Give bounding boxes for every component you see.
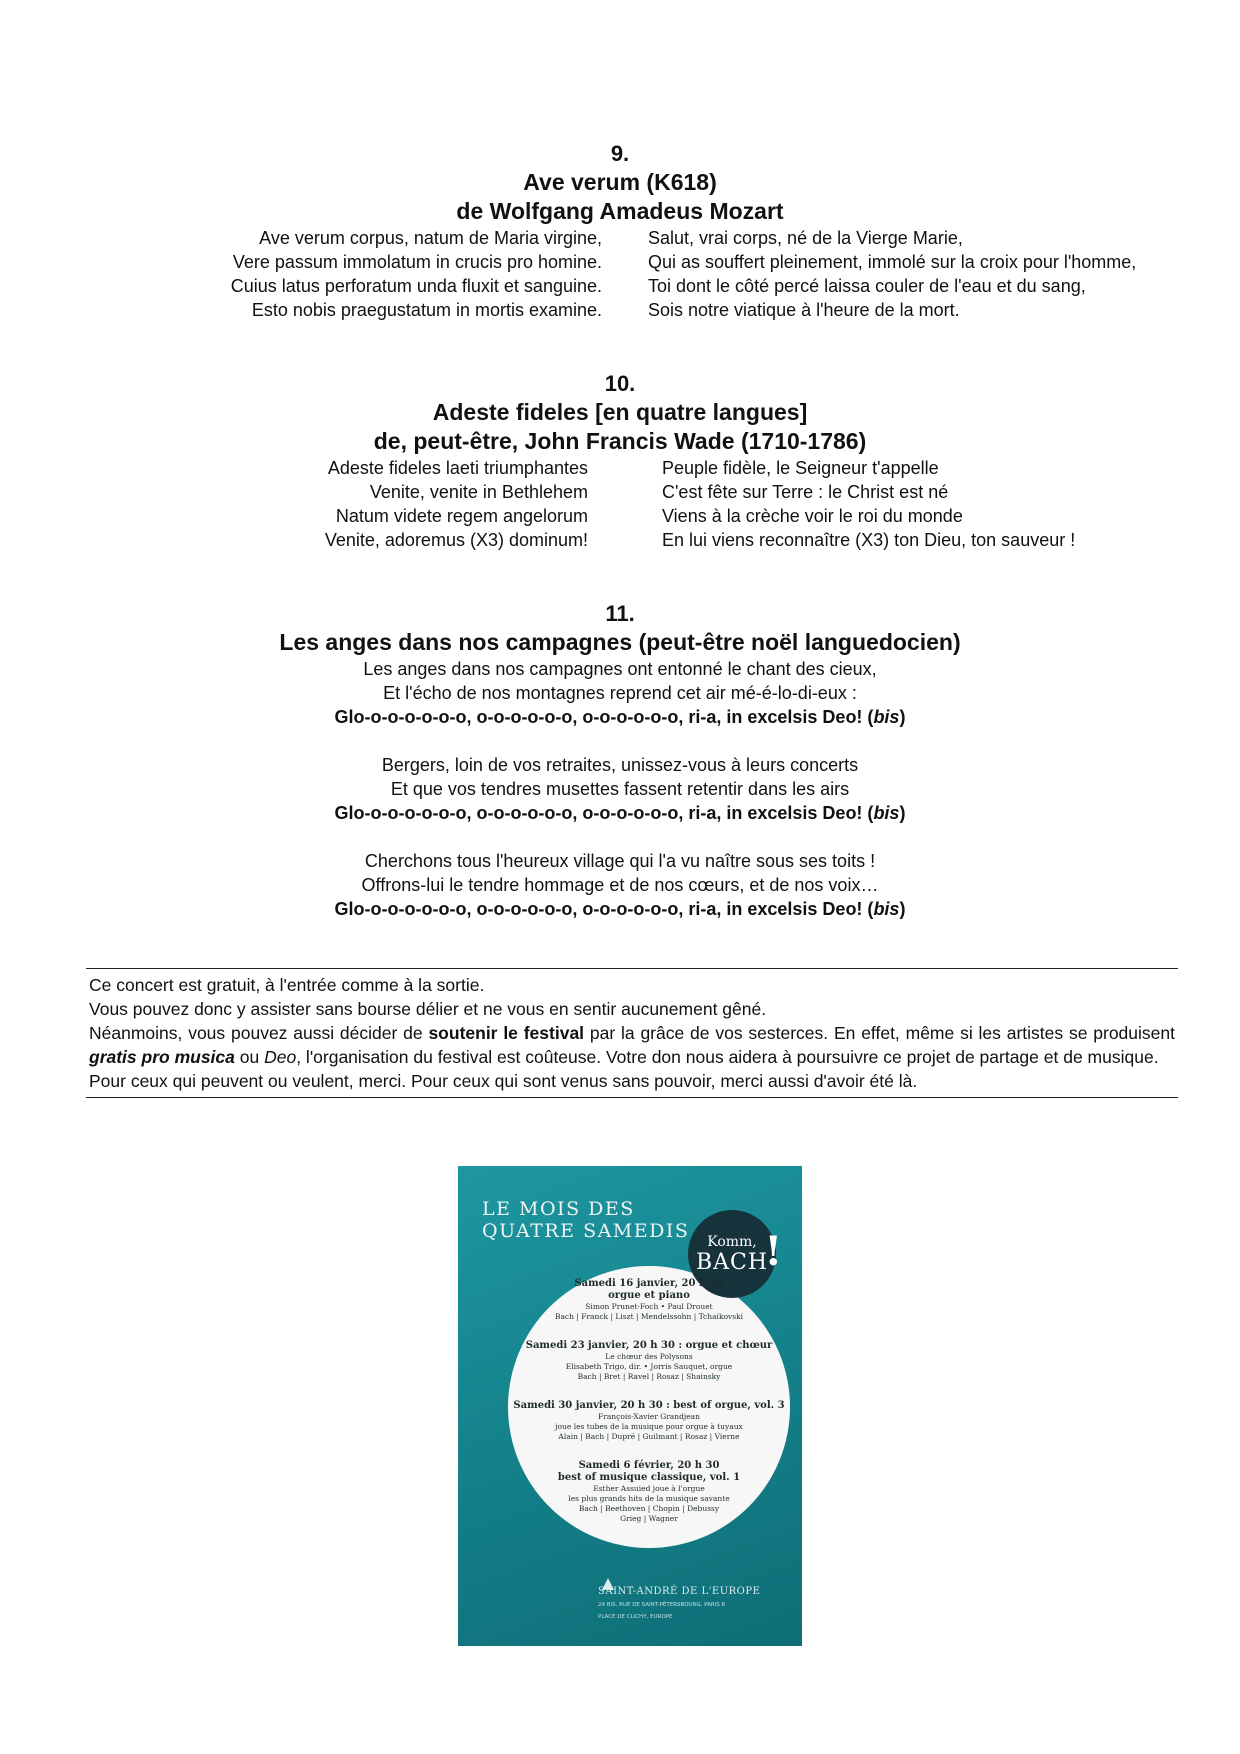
- refrain-end: ): [899, 803, 906, 823]
- refrain-text: Glo-o-o-o-o-o-o, o-o-o-o-o-o, o-o-o-o-o-o, ri-a, in excelsis Deo! (: [334, 707, 874, 727]
- event-line: Alain | Bach | Dupré | Guilmant | Rosaz | Vierne: [558, 1432, 740, 1441]
- lyric-line: Toi dont le côté percé laissa couler de l'eau et du sang,: [648, 276, 1086, 296]
- poster-title-line: LE MOIS DES: [482, 1198, 635, 1220]
- stanza: [0, 753, 1240, 825]
- notice-paragraph: [89, 1021, 1175, 1069]
- refrain-text: Glo-o-o-o-o-o-o, o-o-o-o-o-o, o-o-o-o-o-o, ri-a, in excelsis Deo! (: [334, 899, 874, 919]
- refrain-end: ): [899, 899, 906, 919]
- section-title: Ave verum (K618): [523, 169, 717, 195]
- refrain-text: Glo-o-o-o-o-o-o, o-o-o-o-o-o, o-o-o-o-o-o, ri-a, in excelsis Deo! (: [334, 803, 874, 823]
- lyric-line: En lui viens reconnaître (X3) ton Dieu, ton sauveur !: [662, 530, 1076, 550]
- section-number: 11.: [605, 601, 635, 626]
- event-line: Elisabeth Trigo, dir. • Jorris Sauquet, orgue: [565, 1362, 733, 1371]
- poster-event: [508, 1340, 790, 1382]
- latin-lyrics: [231, 226, 602, 322]
- lyric-line: Venite, venite in Bethlehem: [369, 482, 588, 502]
- event-title: Samedi 23 janvier, 20 h 30 : orgue et chœur: [525, 1340, 773, 1351]
- lyric-line: Qui as souffert pleinement, immolé sur la croix pour l'homme,: [648, 252, 1137, 272]
- badge-exclamation: !: [764, 1228, 782, 1275]
- stanza: [0, 849, 1240, 921]
- poster-title: [482, 1198, 689, 1242]
- event-line: Simon Prunet-Foch • Paul Drouet: [585, 1302, 713, 1311]
- section-adeste-fideles: [0, 370, 1240, 550]
- refrain-bis: bis: [873, 899, 900, 919]
- section-title: Les anges dans nos campagnes (peut-être noël languedocien): [279, 629, 961, 655]
- event-line: Bach | Franck | Liszt | Mendelssohn | Tchaikovski: [554, 1312, 744, 1321]
- section-subtitle: de, peut-être, John Francis Wade (1710-1786): [373, 428, 867, 454]
- section-number: 9.: [610, 141, 630, 166]
- event-line: Bach | Bret | Ravel | Rosaz | Shainsky: [577, 1372, 721, 1381]
- refrain-line: [0, 801, 1240, 825]
- refrain-line: [0, 897, 1240, 921]
- lyric-line: Viens à la crèche voir le roi du monde: [662, 506, 963, 526]
- church-address: PLACE DE CLICHY, EUROPE: [598, 1614, 673, 1620]
- notice-bold: soutenir le festival: [428, 1023, 585, 1043]
- lyric-line: Bergers, loin de vos retraites, unissez-vous à leurs concerts: [381, 755, 859, 775]
- event-title: Samedi 6 février, 20 h 30: [578, 1460, 720, 1471]
- section-subtitle: de Wolfgang Amadeus Mozart: [456, 198, 784, 224]
- french-lyrics: [662, 456, 1075, 552]
- church-name: SAINT-ANDRÉ DE L'EUROPE: [598, 1586, 761, 1597]
- notice-text: Néanmoins, vous pouvez aussi décider de: [89, 1023, 429, 1043]
- lyric-line: Cherchons tous l'heureux village qui l'a vu naître sous ses toits !: [364, 851, 876, 871]
- section-ave-verum: [0, 140, 1240, 320]
- event-line: Grieg | Wagner: [620, 1514, 678, 1523]
- poster-event: [508, 1278, 790, 1322]
- concert-poster: [458, 1166, 802, 1646]
- badge-line: Komm,: [707, 1234, 757, 1250]
- lyric-line: Vere passum immolatum in crucis pro homine.: [232, 252, 602, 272]
- lyric-line: Et l'écho de nos montagnes reprend cet air mé-é-lo-di-eux :: [383, 683, 857, 703]
- poster-title-line: QUATRE SAMEDIS: [482, 1220, 690, 1242]
- notice-line: Vous pouvez donc y assister sans bourse délier et ne vous en sentir aucunement gêné.: [89, 999, 767, 1019]
- event-subtitle: orgue et piano: [608, 1290, 690, 1301]
- lyric-line: Offrons-lui le tendre hommage et de nos cœurs, et de nos voix…: [361, 875, 879, 895]
- event-subtitle: best of musique classique, vol. 1: [557, 1472, 741, 1483]
- lyric-line: Adeste fideles laeti triumphantes: [327, 458, 588, 478]
- lyric-line: Venite, adoremus (X3) dominum!: [324, 530, 588, 550]
- notice-line: Pour ceux qui peuvent ou veulent, merci. Pour ceux qui sont venus sans pouvoir, merci aussi d'avoir été là.: [89, 1071, 918, 1091]
- event-line: joue les tubes de la musique pour orgue à tuyaux: [555, 1422, 743, 1431]
- lyric-line: Natum videte regem angelorum: [335, 506, 588, 526]
- stanza: [0, 657, 1240, 729]
- notice-line: Ce concert est gratuit, à l'entrée comme à la sortie.: [89, 975, 485, 995]
- lyric-line: Esto nobis praegustatum in mortis examine.: [251, 300, 602, 320]
- event-line: les plus grands hits de la musique savante: [568, 1494, 730, 1503]
- notice-text: par la grâce de vos sesterces. En effet, même si les artistes se produisent: [584, 1023, 1175, 1043]
- badge-line: BACH: [695, 1250, 769, 1275]
- lyric-line: Peuple fidèle, le Seigneur t'appelle: [662, 458, 939, 478]
- notice-text: , l'organisation du festival est coûteuse. Votre don nous aidera à poursuivre ce projet de partage et de musique.: [296, 1047, 1159, 1067]
- latin-lyrics: [325, 456, 588, 552]
- poster-event: [508, 1460, 790, 1524]
- lyric-line: Cuius latus perforatum unda fluxit et sanguine.: [230, 276, 602, 296]
- lyric-line: Les anges dans nos campagnes ont entonné le chant des cieux,: [363, 659, 877, 679]
- section-les-anges: [0, 600, 1240, 921]
- event-line: Esther Assuied joue à l'orgue: [593, 1484, 705, 1493]
- notice-italic: Deo: [264, 1047, 297, 1067]
- poster-event: [508, 1400, 790, 1442]
- refrain-end: ): [899, 707, 906, 727]
- event-line: Le chœur des Polysons: [605, 1352, 693, 1361]
- event-title: Samedi 16 janvier, 20 h 30: [574, 1278, 724, 1289]
- french-lyrics: [648, 226, 1136, 322]
- section-number: 10.: [604, 371, 636, 396]
- section-title: Adeste fideles [en quatre langues]: [432, 399, 808, 425]
- event-line: François-Xavier Grandjean: [598, 1412, 700, 1421]
- refrain-bis: bis: [873, 707, 900, 727]
- event-line: Bach | Beethoven | Chopin | Debussy: [578, 1504, 720, 1513]
- lyric-line: Salut, vrai corps, né de la Vierge Marie,: [648, 228, 963, 248]
- refrain-line: [0, 705, 1240, 729]
- notice-text: ou: [234, 1047, 265, 1067]
- lyric-line: Sois notre viatique à l'heure de la mort.: [648, 300, 960, 320]
- lyric-line: C'est fête sur Terre : le Christ est né: [662, 482, 949, 502]
- refrain-bis: bis: [873, 803, 900, 823]
- event-title: Samedi 30 janvier, 20 h 30 : best of orgue, vol. 3: [513, 1400, 785, 1411]
- donation-notice: [86, 968, 1178, 1098]
- church-address: 24 BIS, RUE DE SAINT-PÉTERSBOURG, PARIS 8: [598, 1602, 726, 1608]
- notice-italic: gratis pro musica: [89, 1047, 235, 1067]
- lyric-line: Et que vos tendres musettes fassent retentir dans les airs: [390, 779, 850, 799]
- lyric-line: Ave verum corpus, natum de Maria virgine,: [259, 228, 602, 248]
